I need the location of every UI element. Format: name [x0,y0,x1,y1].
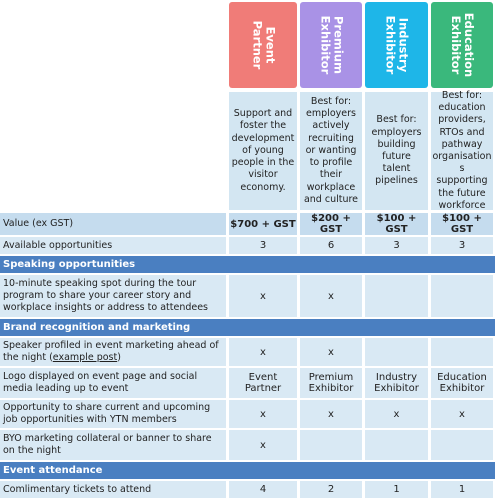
benefit-cell [300,430,362,460]
benefit-cell: Education Exhibitor [431,368,493,398]
tier-header-industry-exhibitor [365,2,428,88]
benefit-cell [431,430,493,460]
ticket-count: 2 [300,481,362,498]
section-header-attendance: Event attendance [0,462,495,479]
tier-name: Industry Exhibitor [383,15,411,75]
price-cell: $100 + GST [365,213,428,235]
benefit-cell [431,338,493,366]
tier-header-event-partner [229,2,297,88]
benefit-cell: x [229,338,297,366]
benefit-cell: Premium Exhibitor [300,368,362,398]
benefit-cell: Event Partner [229,368,297,398]
tier-header-premium-exhibitor [300,2,362,88]
opportunity-count: 6 [300,237,362,254]
row-label-opportunities: Available opportunities [0,237,226,254]
tier-name: Event Partner [250,20,277,70]
tier-description: Best for: employers building future talent pipelines [365,92,428,210]
price-cell: $200 + GST [300,213,362,235]
ticket-count: 1 [431,481,493,498]
benefit-cell [365,338,428,366]
tier-header-education-exhibitor [431,2,493,88]
label-text-post: ) [117,352,121,363]
benefit-cell [431,275,493,317]
label-text-pre: Speaker profiled in event marketing ahead of the night ( [3,340,219,363]
price-cell: $100 + GST [431,213,493,235]
benefit-cell: Industry Exhibitor [365,368,428,398]
tier-description: Best for: education providers, RTOs and pathway organisation s supporting the future workforce [432,89,492,211]
row-label-logo-displayed: Logo displayed on event page and social media leading up to event [0,368,226,398]
benefit-cell: x [229,400,297,428]
benefit-cell: x [431,400,493,428]
example-post-link[interactable]: example post [52,352,118,363]
tier-description: Best for: employers actively recruiting or wanting to profile their workplace and culture [300,92,362,210]
tier-name: Premium Exhibitor [318,15,345,75]
benefit-cell: x [229,275,297,317]
ticket-count: 1 [365,481,428,498]
ticket-count: 4 [229,481,297,498]
opportunity-count: 3 [431,237,493,254]
tier-description: Support and foster the development of young people in the visitor economy. [229,92,297,210]
opportunity-count: 3 [229,237,297,254]
benefit-cell: x [365,400,428,428]
row-label-text [3,340,223,364]
row-label-speaker-profiled [0,338,226,366]
opportunity-count: 3 [365,237,428,254]
section-header-speaking: Speaking opportunities [0,256,495,273]
row-label-value: Value (ex GST) [0,213,226,235]
benefit-cell [365,430,428,460]
benefit-cell: x [300,338,362,366]
row-label-speaking-spot: 10-minute speaking spot during the tour program to share your career story and workplace insights or address to attendees [0,275,226,317]
row-label-byo-marketing: BYO marketing collateral or banner to share on the night [0,430,226,460]
row-label-tickets: Comlimentary tickets to attend [0,481,226,498]
benefit-cell: x [229,430,297,460]
section-header-brand: Brand recognition and marketing [0,319,495,336]
row-label-job-opportunities: Opportunity to share current and upcoming job opportunities with YTN members [0,400,226,428]
benefit-cell [365,275,428,317]
benefit-cell: x [300,400,362,428]
tier-name: Education Exhibitor [449,12,477,78]
benefit-cell: x [300,275,362,317]
price-cell: $700 + GST [229,213,297,235]
